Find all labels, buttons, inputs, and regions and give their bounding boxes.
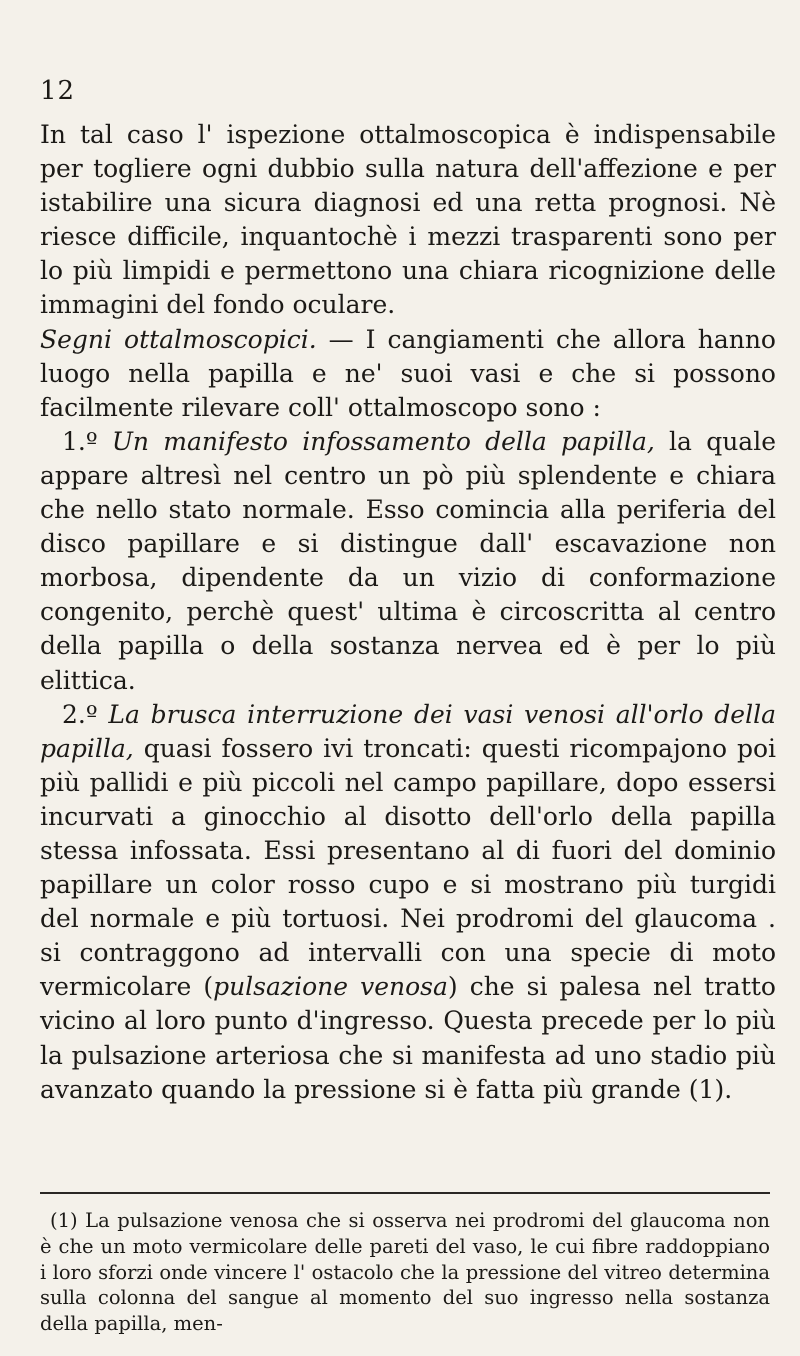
item-emphasis: pulsazione venosa (213, 972, 448, 1002)
item-text-continued: ) che si palesa nel tratto vicino al loro punto d'ingresso. Questa precede per lo più la pulsazione arteriosa che si manifesta ad uno stadio più avanzato quando la pressione si è fatta più grande (1). (40, 972, 776, 1104)
item-number: 2.º (62, 699, 109, 729)
list-item (40, 425, 776, 698)
page-number: 12 (40, 76, 76, 106)
item-text: la quale appare altresì nel centro un pò più splendente e chiara che nello stato normale. Esso comincia alla periferia del disco papillare e si distingue dall' escavazione non morbosa, dipendente da un vizio di conformazione congenito, perchè quest' ultima è circoscritta al centro della papilla o della sostanza nervea ed è per lo più elittica. (40, 426, 777, 695)
paragraph-intro: In tal caso l' ispezione ottalmoscopica è indispensabile per togliere ogni dubbio sulla natura dell'affezione e per istabilire una sicura diagnosi ed una retta prognosi. Nè riesce difficile, inquantochè i mezzi trasparenti sono per lo più limpidi e permettono una chiara ricognizione delle immagini del fondo oculare. (40, 120, 776, 320)
signs-text: — I cangiamenti che allora hanno luogo nella papilla e ne' suoi vasi e che si possono facilmente rilevare coll' ottalmoscopo sono : (40, 324, 776, 422)
footnote (40, 1208, 770, 1337)
footnote-text: (1) La pulsazione venosa che si osserva nei prodromi del glaucoma non è che un moto vermicolare delle pareti del vaso, le cui fibre raddoppiano i loro sforzi onde vincere l' ostacolo che la pressione del vitreo determina sulla colonna del sangue al momento del suo ingresso nella sostanza della papilla, men- (40, 1209, 770, 1336)
item-number: 1.º (62, 426, 112, 456)
list-item (40, 698, 776, 1107)
paragraph-signs (40, 323, 776, 425)
item-heading: La brusca interruzione dei vasi venosi all'orlo della papilla, (40, 699, 776, 763)
main-text (40, 118, 776, 1107)
signs-heading: Segni ottalmoscopici. (40, 324, 317, 354)
item-text: quasi fossero ivi troncati: questi ricompajono poi più pallidi e più piccoli nel campo papillare, dopo essersi incurvati a ginocchio al disotto dell'orlo della papilla stessa infossata. Essi presentano al di fuori del dominio papillare un color rosso cupo e si mostrano più turgidi del normale e più tortuosi. Nei prodromi del glaucoma . si contraggono ad intervalli con una specie di moto vermicolare ( (40, 733, 776, 1002)
footnote-divider (40, 1192, 770, 1194)
item-heading: Un manifesto infossamento della papilla, (111, 426, 655, 456)
